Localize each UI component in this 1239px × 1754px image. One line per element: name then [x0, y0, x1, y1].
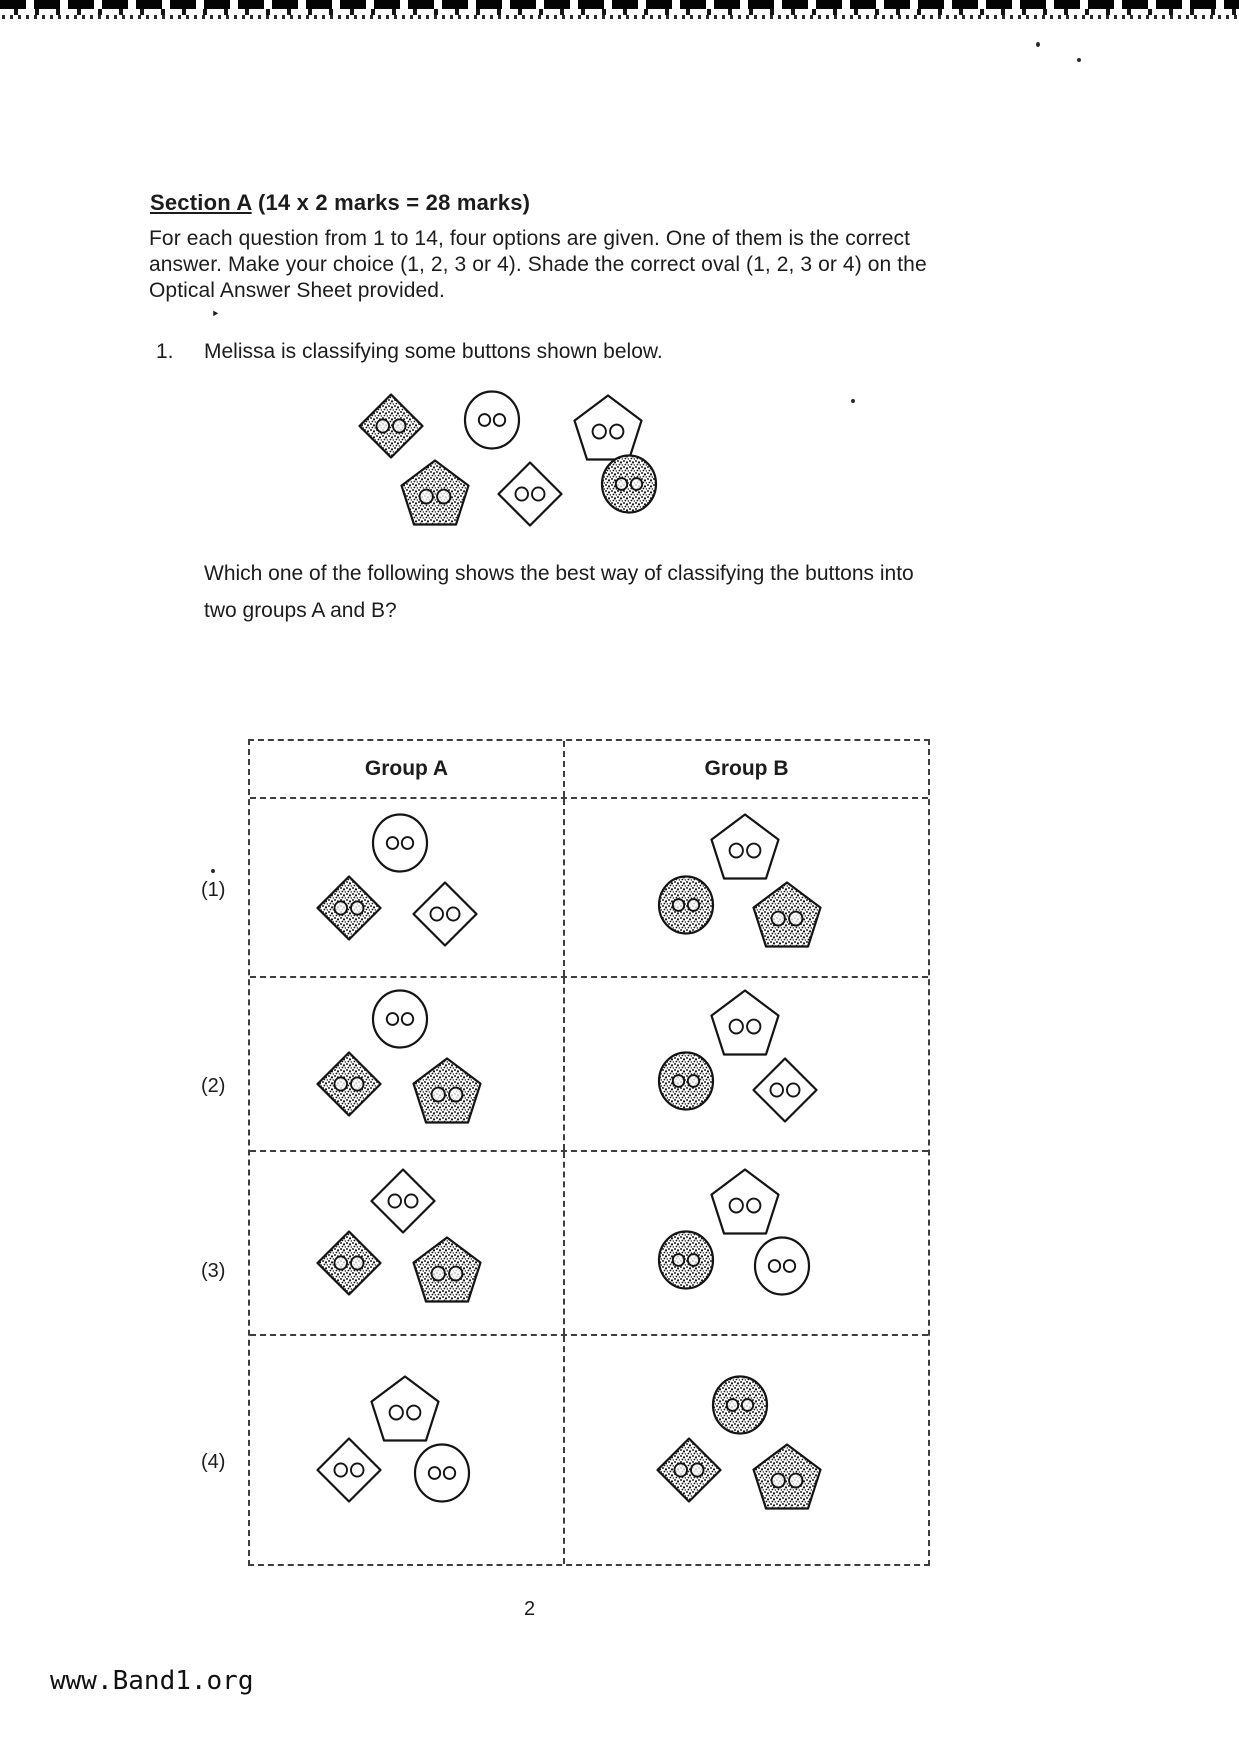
option-3-group-b-cell — [565, 1152, 928, 1334]
button-cluster — [308, 989, 506, 1139]
group-b-header: Group B — [704, 757, 789, 780]
button-plain-pentagon — [710, 1168, 780, 1240]
section-title-suffix: (14 x 2 marks = 28 marks) — [251, 190, 531, 215]
option-4-group-a-cell — [250, 1336, 565, 1564]
button-cluster — [648, 813, 846, 963]
classification-table — [248, 739, 930, 1566]
button-plain-pentagon — [710, 813, 780, 885]
options-table — [195, 739, 935, 1566]
button-shaded-circle — [656, 875, 716, 940]
button-shaded-pentagon — [752, 1443, 822, 1515]
button-shaded-circle — [656, 1051, 716, 1116]
button-cluster — [648, 1375, 846, 1525]
scan-speck — [1077, 58, 1081, 62]
option-2-group-a-cell — [250, 978, 565, 1150]
button-shaded-diamond — [656, 1437, 722, 1508]
button-plain-diamond — [412, 881, 478, 952]
button-plain-pentagon — [710, 989, 780, 1061]
question-prompt-line-1: Which one of the following shows the best way of classifying the buttons into — [204, 562, 914, 585]
button-shaded-pentagon — [752, 881, 822, 953]
button-cluster — [308, 1168, 506, 1318]
option-row-1 — [250, 797, 928, 976]
button-plain-diamond — [316, 1437, 382, 1508]
button-plain-circle — [412, 1443, 472, 1508]
stray-mark: ‣ — [211, 306, 220, 323]
option-label-3: (3) — [201, 1260, 226, 1282]
scanned-page-edge — [0, 0, 1239, 22]
group-a-header: Group A — [250, 741, 565, 797]
option-label-4: (4) — [201, 1451, 226, 1473]
button-plain-circle — [462, 390, 522, 455]
page-number: 2 — [524, 1598, 536, 1620]
button-plain-circle — [370, 989, 430, 1054]
question-text: Melissa is classifying some buttons shown below. — [204, 340, 663, 363]
button-cluster — [308, 813, 506, 963]
button-shaded-circle — [656, 1230, 716, 1295]
section-title: Section A — [150, 190, 252, 215]
question-number: 1. — [156, 340, 174, 363]
button-cluster — [648, 1168, 846, 1318]
option-row-2 — [250, 976, 928, 1150]
button-plain-circle — [370, 813, 430, 878]
button-plain-diamond — [752, 1057, 818, 1128]
button-plain-diamond — [497, 461, 563, 532]
option-4-group-b-cell — [565, 1336, 928, 1564]
scan-speck — [1036, 42, 1040, 47]
button-shaded-diamond — [316, 1230, 382, 1301]
button-shaded-circle — [710, 1375, 770, 1440]
button-plain-circle — [752, 1236, 812, 1301]
button-shaded-diamond — [316, 875, 382, 946]
option-row-3 — [250, 1150, 928, 1334]
section-instructions — [149, 226, 927, 304]
watermark-url: www.Band1.org — [50, 1666, 254, 1696]
instructions-line-1: For each question from 1 to 14, four options are given. One of them is the correct — [149, 227, 911, 250]
button-shaded-circle — [599, 454, 659, 519]
question-prompt-line-2: two groups A and B? — [204, 599, 397, 622]
button-cluster — [308, 1375, 506, 1525]
option-label-2: (2) — [201, 1075, 226, 1097]
option-1-group-b-cell — [565, 799, 928, 976]
buttons-figure — [350, 390, 695, 538]
option-label-1: (1) — [201, 879, 226, 901]
option-3-group-a-cell — [250, 1152, 565, 1334]
button-plain-diamond — [370, 1168, 436, 1239]
section-heading — [150, 190, 530, 216]
button-shaded-pentagon — [412, 1236, 482, 1308]
instructions-line-3: Optical Answer Sheet provided. — [149, 279, 445, 302]
button-shaded-diamond — [316, 1051, 382, 1122]
button-shaded-pentagon — [412, 1057, 482, 1129]
instructions-line-2: answer. Make your choice (1, 2, 3 or 4). Shade the correct oval (1, 2, 3 or 4) on the — [149, 253, 927, 276]
option-2-group-b-cell — [565, 978, 928, 1150]
option-1-group-a-cell — [250, 799, 565, 976]
option-row-4 — [250, 1334, 928, 1564]
button-cluster — [648, 989, 846, 1139]
button-shaded-diamond — [358, 393, 424, 464]
scan-speck — [851, 399, 855, 403]
button-shaded-pentagon — [400, 459, 470, 531]
